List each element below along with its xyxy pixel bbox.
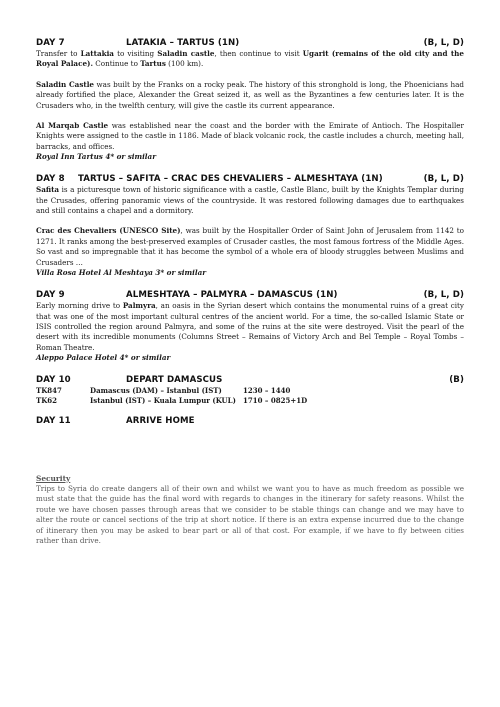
day8-label: DAY 8 xyxy=(36,174,65,185)
day8-hotel: Villa Rosa Hotel Al Meshtaya 3* or similar xyxy=(36,268,207,278)
flight-route: Istanbul (IST) – Kuala Lumpur (KUL) xyxy=(90,396,236,406)
day9-title: ALMESHTAYA – PALMYRA – DAMASCUS (1N) xyxy=(126,290,338,301)
day10-heading xyxy=(36,375,464,386)
day7-marqab-paragraph: Al Marqab Castle was established near the coast and the border with the Emirate of Antioch. The Hospitaller Knights were assigned to the castle in 1186. Made of black volcanic rock, the castle includes a church, meeting hall, barracks, and offices. xyxy=(36,121,464,151)
flight-row xyxy=(36,396,464,406)
day10-title: DEPART DAMASCUS xyxy=(126,375,223,386)
day11-heading xyxy=(36,416,464,427)
flight-time: 1230 – 1440 xyxy=(243,386,291,396)
day7-hotel: Royal Inn Tartus 4* or similar xyxy=(36,152,156,162)
day8-heading xyxy=(36,174,464,185)
flight-route: Damascus (DAM) – Istanbul (IST) xyxy=(90,386,222,396)
day8-crac-paragraph: Crac des Chevaliers (UNESCO Site), was built by the Hospitaller Order of Saint John of Jerusalem from 1142 to 1271. It ranks among the best-preserved examples of Crusader castles, the most famous fortress of the Middle Ages. So vast and so impregnable that it has become the symbol of a whole era of bloody struggles between Muslims and Crusaders … xyxy=(36,226,464,267)
day8-title: TARTUS – SAFITA – CRAC DES CHEVALIERS – ALMESHTAYA (1N) xyxy=(78,174,383,185)
day9-palmyra-paragraph: Early morning drive to Palmyra, an oasis in the Syrian desert which contains the monumental ruins of a great city that was one of the most important cultural centres of the ancient world. For a time, the so-called Islamic State or ISIS controlled the region around Palmyra, and some of the ruins at the site were destroyed. Visit the pearl of the desert with its incredible monuments (Columns Street – Remains of Victory Arch and Bel Temple – Royal Tombs – Roman Theatre. xyxy=(36,301,464,352)
day11-label: DAY 11 xyxy=(36,416,71,427)
day9-label: DAY 9 xyxy=(36,290,65,301)
day7-meals: (B, L, D) xyxy=(423,38,464,48)
day9-meals: (B, L, D) xyxy=(423,290,464,301)
day8-meals: (B, L, D) xyxy=(423,174,464,185)
day7-title: LATAKIA – TARTUS (1N) xyxy=(126,38,240,48)
security-body: Trips to Syria do create dangers all of their own and whilst we want you to have as much freedom as possible we must state that the guide has the final word with regards to changes in the itinerary for safety reasons. Whilst the route we have chosen passes through areas that we consider to be stable things can change and we may have to alter the route or cancel sections of the trip at short notice. If there is an extra expense incurred due to the change of itinerary then you may be asked to bear part or all of that cost. For example, if we have to fly between cities rather than drive. xyxy=(36,484,464,546)
day11-title: ARRIVE HOME xyxy=(126,416,195,427)
day7-label: DAY 7 xyxy=(36,38,65,48)
flight-row xyxy=(36,386,464,396)
day7-heading xyxy=(36,38,464,49)
security-section xyxy=(36,474,464,546)
itinerary xyxy=(36,38,464,427)
flight-time: 1710 – 0825+1D xyxy=(243,396,308,406)
day7-saladin-paragraph: Saladin Castle was built by the Franks on a rocky peak. The history of this stronghold is long, the Phoenicians had already fortified the place, Alexander the Great seized it, as well as the Byzantines a few centuries later. It is the Crusaders who, in the twelfth century, will give the castle its current appearance. xyxy=(36,79,464,110)
day9-hotel: Aleppo Palace Hotel 4* or similar xyxy=(36,353,171,363)
security-heading: Security xyxy=(36,474,71,483)
flight-code: TK62 xyxy=(36,396,58,406)
flight-code: TK847 xyxy=(36,386,62,396)
day8-safita-paragraph: Safita is a picturesque town of historic significance with a castle, Castle Blanc, built by the Knights Templar during the Crusades, offering panoramic views of the countryside. It was restored following damages due to earthquakes and still contains a chapel and a dormitory. xyxy=(36,185,464,216)
day9-heading xyxy=(36,290,464,301)
day10-meals: (B) xyxy=(449,375,464,386)
day7-intro: Transfer to Lattakia to visiting Saladin castle, then continue to visit Ugarit (remains of the old city and the Royal Palace). Continue to Tartus (100 km). xyxy=(36,49,464,69)
day10-label: DAY 10 xyxy=(36,375,71,386)
